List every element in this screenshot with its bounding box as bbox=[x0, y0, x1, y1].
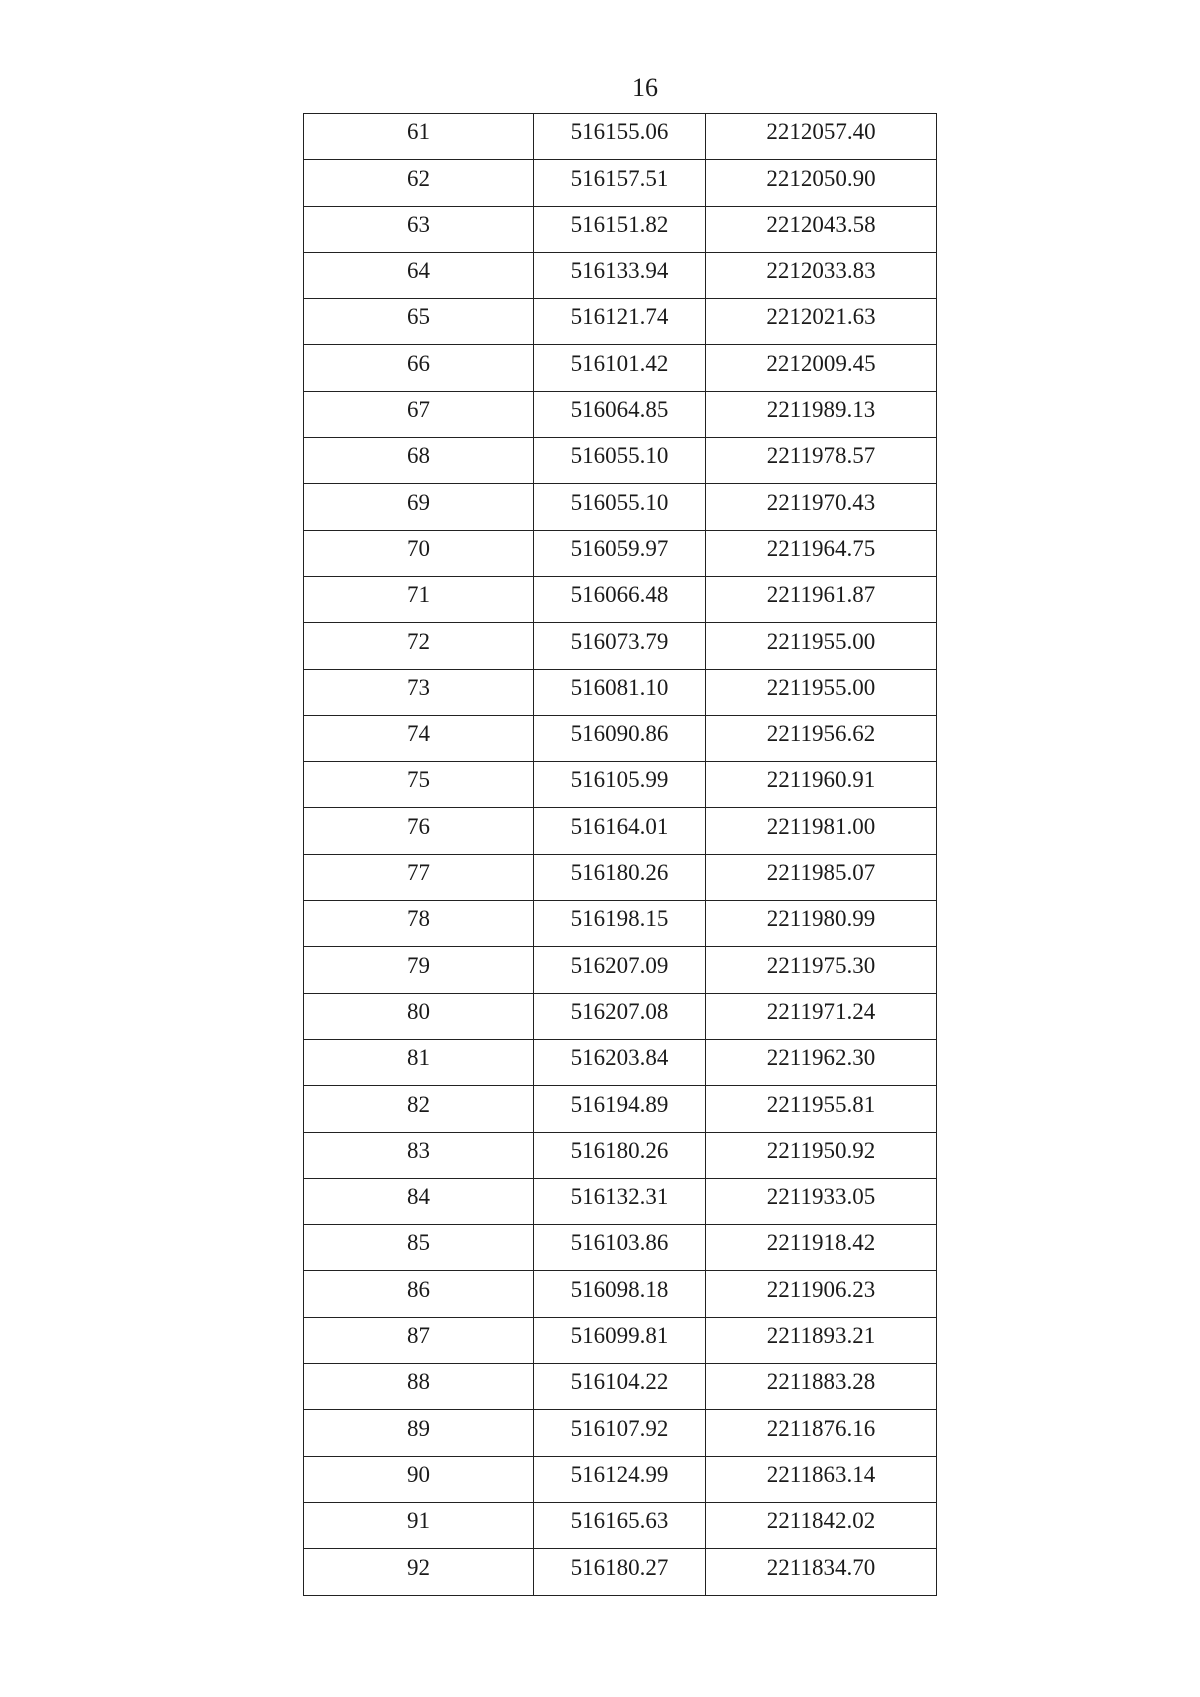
x-coordinate-cell: 516101.42 bbox=[534, 345, 706, 391]
y-coordinate-cell: 2212021.63 bbox=[706, 299, 937, 345]
table-row bbox=[304, 484, 937, 530]
x-coordinate-cell: 516064.85 bbox=[534, 391, 706, 437]
x-coordinate-cell: 516194.89 bbox=[534, 1086, 706, 1132]
y-coordinate-cell: 2211970.43 bbox=[706, 484, 937, 530]
x-coordinate-cell: 516133.94 bbox=[534, 252, 706, 298]
point-number-cell: 77 bbox=[304, 854, 534, 900]
y-coordinate-cell: 2211981.00 bbox=[706, 808, 937, 854]
point-number-cell: 84 bbox=[304, 1178, 534, 1224]
y-coordinate-cell: 2212009.45 bbox=[706, 345, 937, 391]
y-coordinate-cell: 2211933.05 bbox=[706, 1178, 937, 1224]
table-row bbox=[304, 1086, 937, 1132]
y-coordinate-cell: 2212057.40 bbox=[706, 114, 937, 160]
point-number-cell: 79 bbox=[304, 947, 534, 993]
x-coordinate-cell: 516132.31 bbox=[534, 1178, 706, 1224]
point-number-cell: 74 bbox=[304, 715, 534, 761]
y-coordinate-cell: 2211876.16 bbox=[706, 1410, 937, 1456]
table-row bbox=[304, 1039, 937, 1085]
table-row bbox=[304, 1502, 937, 1548]
x-coordinate-cell: 516099.81 bbox=[534, 1317, 706, 1363]
table-row bbox=[304, 1178, 937, 1224]
table-row bbox=[304, 1317, 937, 1363]
point-number-cell: 85 bbox=[304, 1225, 534, 1271]
point-number-cell: 71 bbox=[304, 576, 534, 622]
point-number-cell: 65 bbox=[304, 299, 534, 345]
table-row bbox=[304, 299, 937, 345]
y-coordinate-cell: 2211989.13 bbox=[706, 391, 937, 437]
point-number-cell: 92 bbox=[304, 1549, 534, 1595]
table-row bbox=[304, 114, 937, 160]
point-number-cell: 64 bbox=[304, 252, 534, 298]
table-row bbox=[304, 1132, 937, 1178]
y-coordinate-cell: 2211950.92 bbox=[706, 1132, 937, 1178]
x-coordinate-cell: 516180.27 bbox=[534, 1549, 706, 1595]
point-number-cell: 70 bbox=[304, 530, 534, 576]
point-number-cell: 61 bbox=[304, 114, 534, 160]
y-coordinate-cell: 2211893.21 bbox=[706, 1317, 937, 1363]
y-coordinate-cell: 2211906.23 bbox=[706, 1271, 937, 1317]
x-coordinate-cell: 516081.10 bbox=[534, 669, 706, 715]
x-coordinate-cell: 516124.99 bbox=[534, 1456, 706, 1502]
point-number-cell: 68 bbox=[304, 438, 534, 484]
y-coordinate-cell: 2212050.90 bbox=[706, 160, 937, 206]
x-coordinate-cell: 516203.84 bbox=[534, 1039, 706, 1085]
x-coordinate-cell: 516107.92 bbox=[534, 1410, 706, 1456]
y-coordinate-cell: 2211961.87 bbox=[706, 576, 937, 622]
y-coordinate-cell: 2211960.91 bbox=[706, 762, 937, 808]
y-coordinate-cell: 2211956.62 bbox=[706, 715, 937, 761]
x-coordinate-cell: 516180.26 bbox=[534, 854, 706, 900]
table-row bbox=[304, 576, 937, 622]
table-row bbox=[304, 345, 937, 391]
y-coordinate-cell: 2212043.58 bbox=[706, 206, 937, 252]
x-coordinate-cell: 516103.86 bbox=[534, 1225, 706, 1271]
table-row bbox=[304, 901, 937, 947]
point-number-cell: 90 bbox=[304, 1456, 534, 1502]
y-coordinate-cell: 2211962.30 bbox=[706, 1039, 937, 1085]
point-number-cell: 82 bbox=[304, 1086, 534, 1132]
y-coordinate-cell: 2211918.42 bbox=[706, 1225, 937, 1271]
table-row bbox=[304, 762, 937, 808]
point-number-cell: 87 bbox=[304, 1317, 534, 1363]
table-row bbox=[304, 206, 937, 252]
table-row bbox=[304, 1225, 937, 1271]
x-coordinate-cell: 516098.18 bbox=[534, 1271, 706, 1317]
point-number-cell: 67 bbox=[304, 391, 534, 437]
x-coordinate-cell: 516165.63 bbox=[534, 1502, 706, 1548]
table-row bbox=[304, 669, 937, 715]
x-coordinate-cell: 516151.82 bbox=[534, 206, 706, 252]
coordinate-table bbox=[303, 113, 937, 1596]
x-coordinate-cell: 516073.79 bbox=[534, 623, 706, 669]
table-row bbox=[304, 1456, 937, 1502]
x-coordinate-cell: 516055.10 bbox=[534, 438, 706, 484]
point-number-cell: 86 bbox=[304, 1271, 534, 1317]
x-coordinate-cell: 516121.74 bbox=[534, 299, 706, 345]
x-coordinate-cell: 516157.51 bbox=[534, 160, 706, 206]
table-row bbox=[304, 530, 937, 576]
point-number-cell: 91 bbox=[304, 1502, 534, 1548]
x-coordinate-cell: 516164.01 bbox=[534, 808, 706, 854]
x-coordinate-cell: 516090.86 bbox=[534, 715, 706, 761]
point-number-cell: 73 bbox=[304, 669, 534, 715]
coordinate-table-body bbox=[304, 114, 937, 1596]
y-coordinate-cell: 2212033.83 bbox=[706, 252, 937, 298]
x-coordinate-cell: 516180.26 bbox=[534, 1132, 706, 1178]
y-coordinate-cell: 2211955.00 bbox=[706, 669, 937, 715]
x-coordinate-cell: 516207.08 bbox=[534, 993, 706, 1039]
point-number-cell: 81 bbox=[304, 1039, 534, 1085]
table-row bbox=[304, 1410, 937, 1456]
table-row bbox=[304, 715, 937, 761]
point-number-cell: 72 bbox=[304, 623, 534, 669]
point-number-cell: 76 bbox=[304, 808, 534, 854]
y-coordinate-cell: 2211955.81 bbox=[706, 1086, 937, 1132]
y-coordinate-cell: 2211980.99 bbox=[706, 901, 937, 947]
table-row bbox=[304, 160, 937, 206]
table-row bbox=[304, 1271, 937, 1317]
y-coordinate-cell: 2211985.07 bbox=[706, 854, 937, 900]
point-number-cell: 66 bbox=[304, 345, 534, 391]
table-row bbox=[304, 438, 937, 484]
x-coordinate-cell: 516155.06 bbox=[534, 114, 706, 160]
page-number: 16 bbox=[632, 73, 658, 102]
y-coordinate-cell: 2211964.75 bbox=[706, 530, 937, 576]
point-number-cell: 75 bbox=[304, 762, 534, 808]
x-coordinate-cell: 516207.09 bbox=[534, 947, 706, 993]
table-row bbox=[304, 854, 937, 900]
point-number-cell: 80 bbox=[304, 993, 534, 1039]
y-coordinate-cell: 2211842.02 bbox=[706, 1502, 937, 1548]
table-row bbox=[304, 808, 937, 854]
table-row bbox=[304, 623, 937, 669]
point-number-cell: 62 bbox=[304, 160, 534, 206]
y-coordinate-cell: 2211971.24 bbox=[706, 993, 937, 1039]
x-coordinate-cell: 516198.15 bbox=[534, 901, 706, 947]
table-row bbox=[304, 993, 937, 1039]
y-coordinate-cell: 2211978.57 bbox=[706, 438, 937, 484]
table-row bbox=[304, 1364, 937, 1410]
y-coordinate-cell: 2211883.28 bbox=[706, 1364, 937, 1410]
x-coordinate-cell: 516055.10 bbox=[534, 484, 706, 530]
y-coordinate-cell: 2211955.00 bbox=[706, 623, 937, 669]
table-row bbox=[304, 391, 937, 437]
x-coordinate-cell: 516105.99 bbox=[534, 762, 706, 808]
x-coordinate-cell: 516104.22 bbox=[534, 1364, 706, 1410]
table-row bbox=[304, 947, 937, 993]
table-row bbox=[304, 1549, 937, 1595]
y-coordinate-cell: 2211834.70 bbox=[706, 1549, 937, 1595]
point-number-cell: 88 bbox=[304, 1364, 534, 1410]
point-number-cell: 69 bbox=[304, 484, 534, 530]
table-row bbox=[304, 252, 937, 298]
y-coordinate-cell: 2211975.30 bbox=[706, 947, 937, 993]
y-coordinate-cell: 2211863.14 bbox=[706, 1456, 937, 1502]
x-coordinate-cell: 516066.48 bbox=[534, 576, 706, 622]
point-number-cell: 89 bbox=[304, 1410, 534, 1456]
point-number-cell: 63 bbox=[304, 206, 534, 252]
x-coordinate-cell: 516059.97 bbox=[534, 530, 706, 576]
point-number-cell: 83 bbox=[304, 1132, 534, 1178]
point-number-cell: 78 bbox=[304, 901, 534, 947]
